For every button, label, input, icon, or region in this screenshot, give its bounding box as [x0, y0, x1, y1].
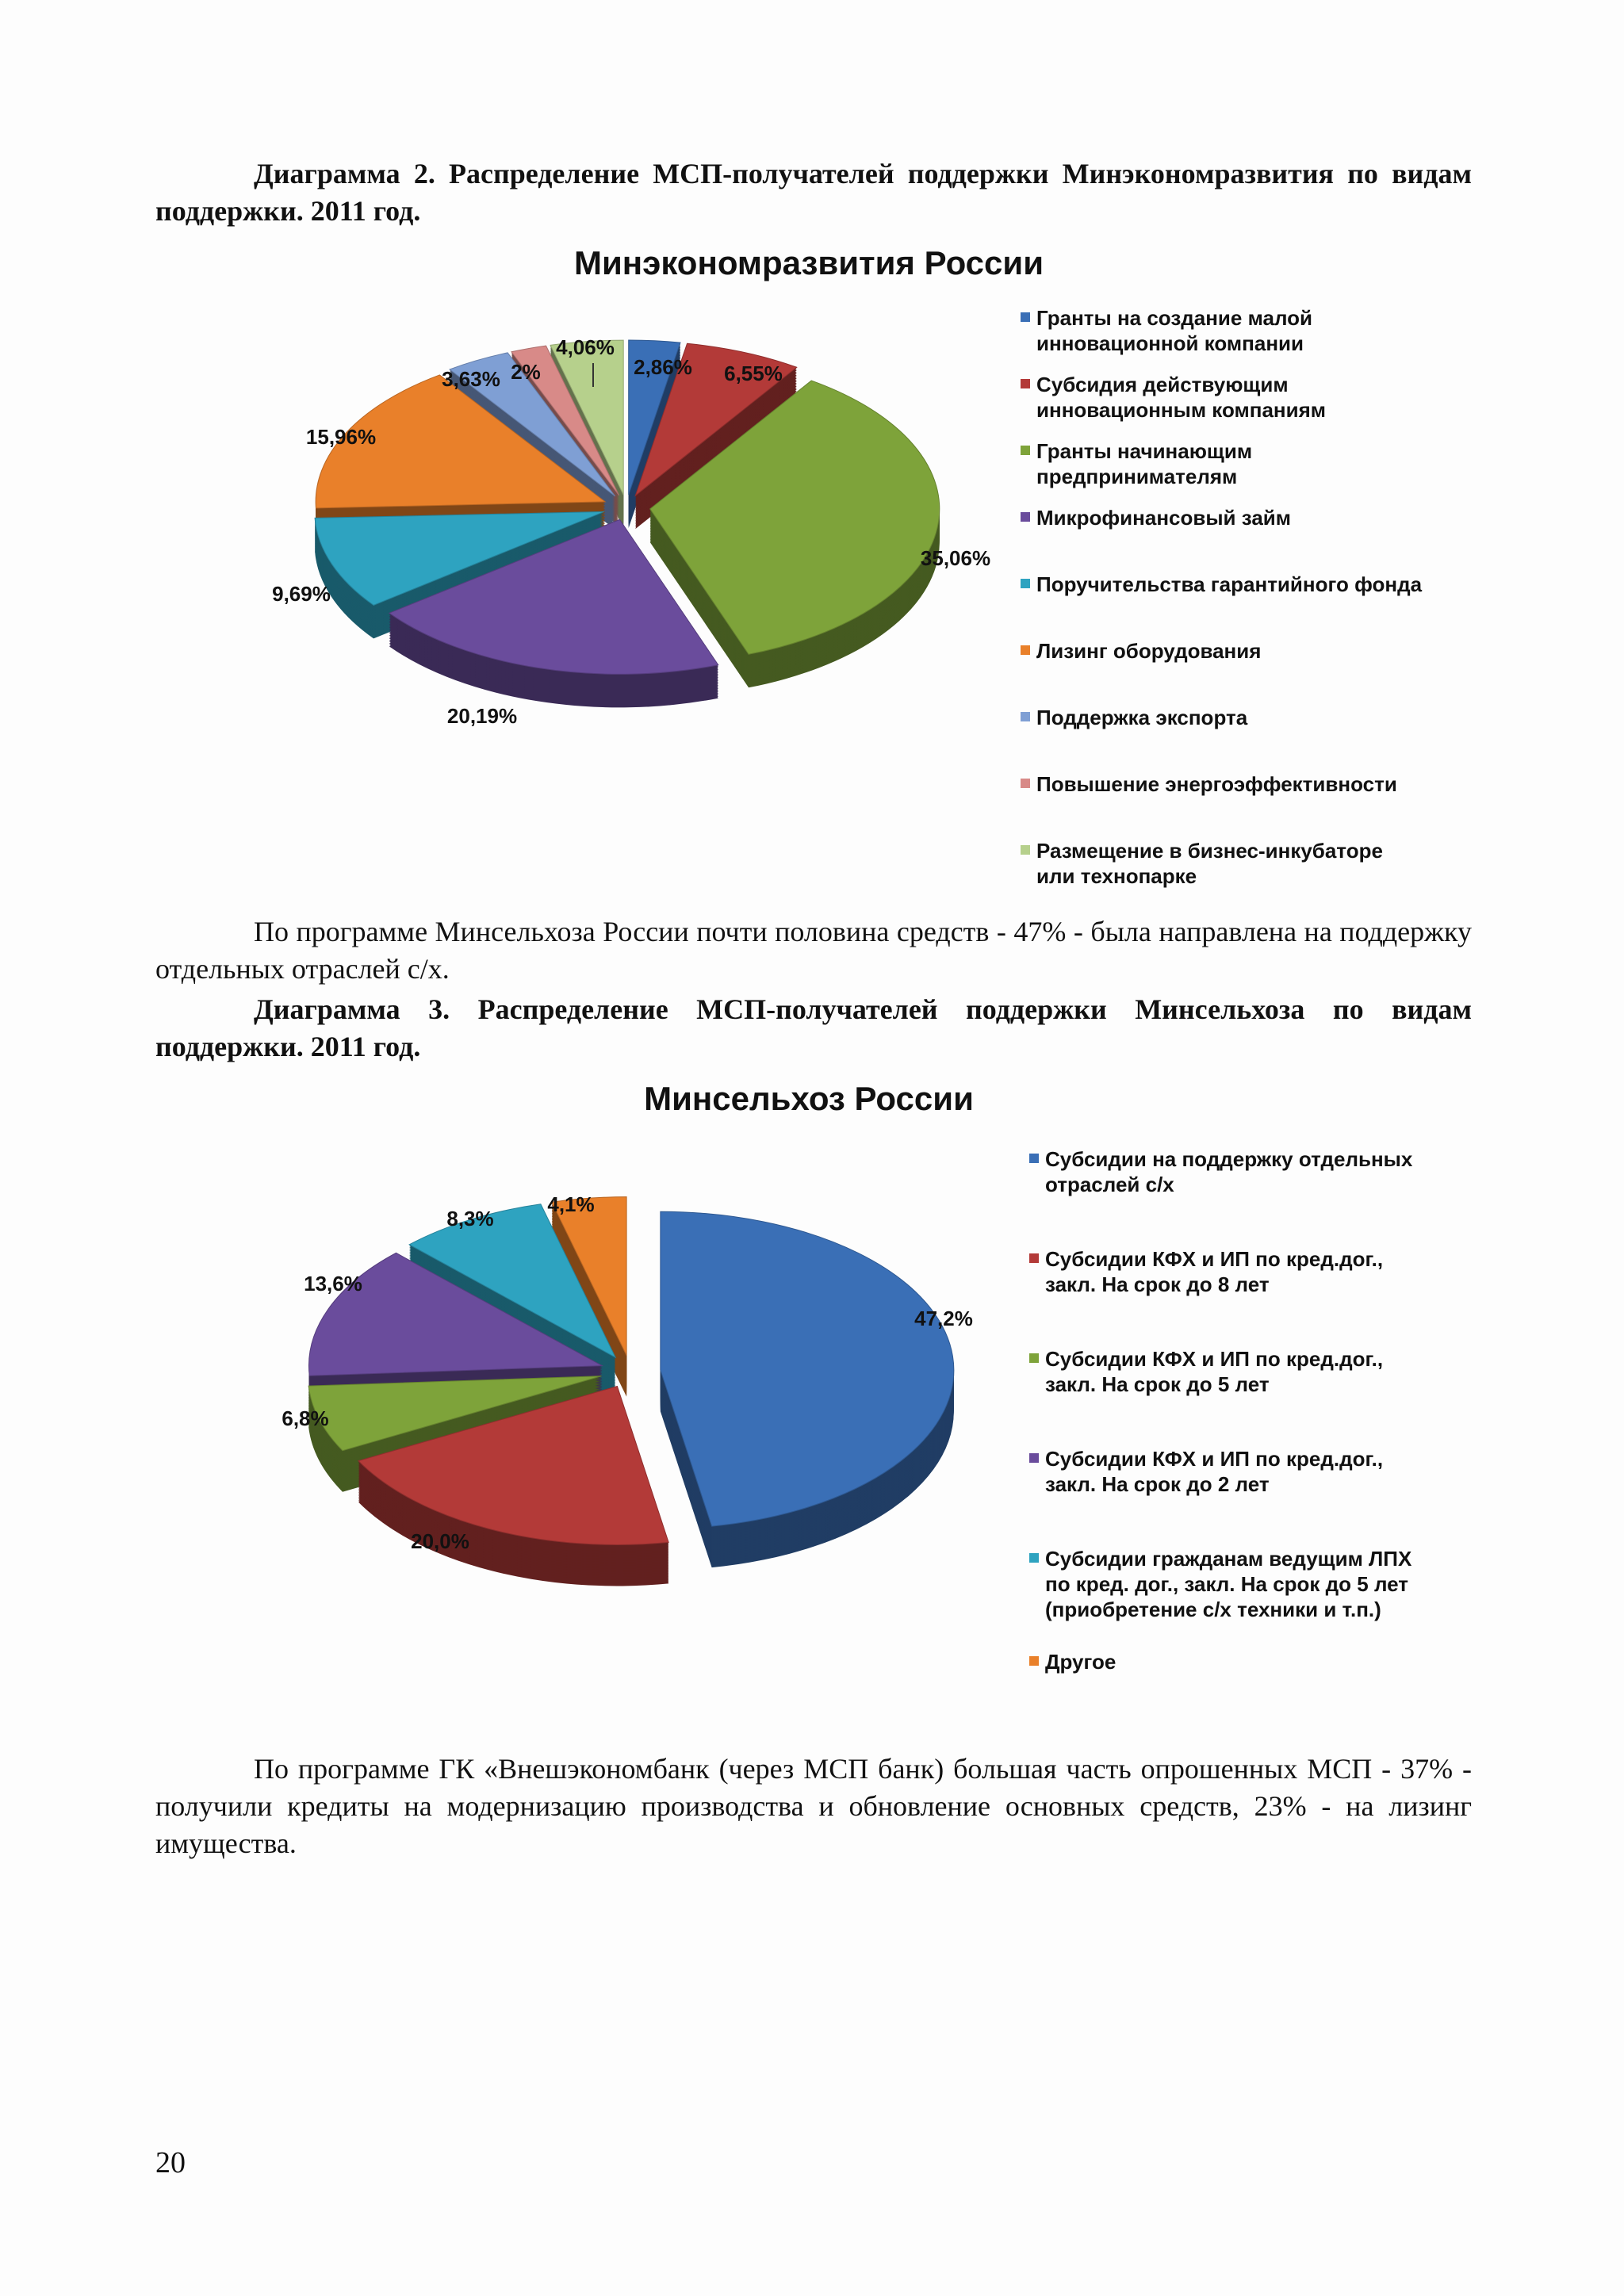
data-label: 9,69%	[272, 582, 331, 606]
legend-swatch	[1029, 1154, 1039, 1163]
legend-label: Поддержка экспорта	[1036, 706, 1248, 729]
chart-title-1: Минэкономразвития России	[573, 244, 1044, 281]
legend-item	[1029, 1446, 1505, 1497]
data-label: 6,55%	[724, 362, 783, 385]
legend-swatch	[1029, 1453, 1039, 1463]
legend-label: Микрофинансовый займ	[1036, 506, 1292, 530]
legend-swatch	[1029, 1553, 1039, 1563]
legend-swatch	[1029, 1253, 1039, 1263]
data-label: 15,96%	[305, 425, 377, 449]
data-label: 2%	[511, 360, 541, 384]
legend-label: Размещение в бизнес-инкубаторе или технопарке	[1036, 839, 1383, 888]
legend-item	[1029, 1146, 1505, 1197]
chart-title-2: Минсельхоз России	[644, 1080, 974, 1117]
page-number: 20	[155, 2146, 186, 2179]
legend-label: Лизинг оборудования	[1036, 639, 1262, 663]
data-label: 4,1%	[547, 1192, 595, 1216]
legend-label: Субсидии КФХ и ИП по кред.дог., закл. На срок до 8 лет	[1045, 1247, 1384, 1296]
legend-swatch	[1029, 1656, 1039, 1666]
legend-2	[1029, 1146, 1505, 1674]
data-label: 6,8%	[282, 1406, 329, 1430]
figure-caption-2: Диаграмма 2. Распределение МСП-получателей поддержки Минэкономразвития по видам поддержки. 2011 год.	[155, 158, 1472, 227]
data-label: 3,63%	[442, 367, 500, 391]
legend-label: Гранты начинающим предпринимателям	[1036, 439, 1253, 488]
data-label: 13,6%	[304, 1272, 362, 1295]
paragraph-1: По программе Минсельхоза России почти половина средств - 47% - была направлена на поддержку отдельных отраслей с/х.	[155, 916, 1472, 985]
legend-item	[1029, 1246, 1505, 1297]
legend-label: Субсидия действующим инновационным компаниям	[1036, 373, 1326, 422]
data-label: 2,86%	[634, 355, 692, 379]
data-label: 20,0%	[411, 1529, 469, 1553]
legend-label: Повышение энергоэффективности	[1036, 772, 1397, 796]
legend-label: Другое	[1045, 1650, 1116, 1674]
legend-label: Субсидии гражданам ведущим ЛПХ по кред. дог., закл. На срок до 5 лет (приобретение с/х техники и т.п.)	[1045, 1547, 1412, 1621]
legend-item	[1029, 1346, 1505, 1397]
data-label: 47,2%	[914, 1307, 973, 1330]
legend-item	[1029, 1649, 1505, 1674]
legend-swatch	[1029, 1353, 1039, 1363]
legend-label: Субсидии КФХ и ИП по кред.дог., закл. На срок до 5 лет	[1045, 1347, 1384, 1396]
legend-label: Гранты на создание малой инновационной компании	[1036, 306, 1312, 355]
data-label: 4,06%	[556, 335, 615, 359]
legend-label: Поручительства гарантийного фонда	[1036, 572, 1423, 596]
legend-label: Субсидии на поддержку отдельных отраслей с/х	[1045, 1147, 1413, 1196]
data-label: 20,19%	[446, 704, 518, 728]
paragraph-2: По программе ГК «Внешэкономбанк (через МСП банк) большая часть опрошенных МСП - 37% - получили кредиты на модернизацию производства и обновление основных средств, 23% - на лизинг имущества.	[155, 1753, 1472, 1859]
data-label: 35,06%	[920, 546, 991, 570]
legend-item	[1029, 1546, 1505, 1622]
data-label: 8,3%	[446, 1207, 494, 1230]
legend-label: Субсидии КФХ и ИП по кред.дог., закл. На срок до 2 лет	[1045, 1447, 1384, 1496]
figure-caption-3: Диаграмма 3. Распределение МСП-получателей поддержки Минсельхоза по видам поддержки. 2011 год.	[155, 993, 1472, 1062]
